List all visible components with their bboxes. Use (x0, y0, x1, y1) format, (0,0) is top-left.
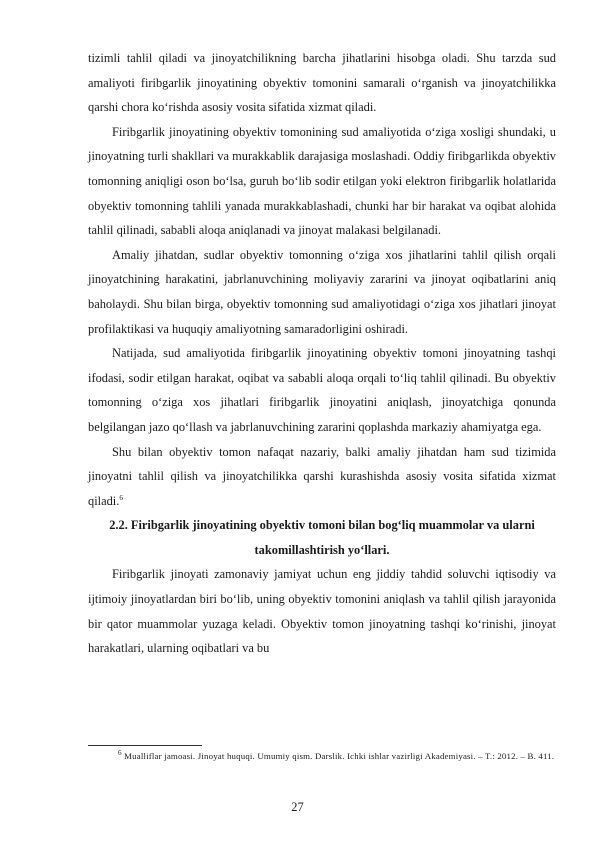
footnote (88, 750, 556, 763)
paragraph-3: Amaliy jihatdan, sudlar obyektiv tomonning o‘ziga xos jihatlarini tahlil qilish orqali jinoyatchining harakatini, jabrlanuvchining moliyaviy zararini va jinoyat oqibatlarini aniq baholaydi. Shu bilan birga, obyektiv tomonning sud amaliyotidagi o‘ziga xos jihatlari jinoyat profilaktikasi va huquqiy amaliyotning samaradorligini oshiradi. (88, 247, 556, 336)
footnote-number: 6 (118, 749, 122, 758)
paragraph-5-text: Shu bilan obyektiv tomon nafaqat nazariy, balki amaliy jihatdan ham sud tizimida jinoyatni tahlil qilish va jinoyatchilikka qarshi kurashishda asosiy vosita sifatida xizmat qiladi. (88, 444, 556, 508)
paragraph-4: Natijada, sud amaliyotida firibgarlik jinoyatining obyektiv tomoni jinoyatning tashqi ifodasi, sodir etilgan harakat, oqibat va sababli aloqa orqali to‘liq tahlil qilinadi. Bu obyektiv tomonning o‘ziga xos jihatlari firibgarlik jinoyatini aniqlash, jinoyatchiga qonunda belgilangan jazo qo‘llash va jabrlanuvchining zararini qoplashda markaziy ahamiyatga ega. (88, 346, 556, 434)
page-body (88, 46, 556, 661)
page-number: 27 (291, 800, 304, 814)
footnote-divider (88, 745, 202, 746)
section-heading: 2.2. Firibgarlik jinoyatining obyektiv tomoni bilan bog‘liq muammolar va ularni takomillashtirish yo‘llari. (109, 518, 535, 557)
footnote-marker[interactable]: 6 (119, 493, 123, 502)
paragraph-2: Firibgarlik jinoyatining obyektiv tomonining sud amaliyotida o‘ziga xosligi shundaki, u jinoyatning turli shakllari va murakkablik darajasiga moslashadi. Oddiy firibgarlikda obyektiv tomonning aniqligi oson bo‘lsa, guruh bo‘lib sodir etilgan yoki elektron firibgarlik holatlarida obyektiv tomonning tahlili yanada murakkablashadi, chunki har bir harakat va oqibat alohida tahlil qilinadi, sababli aloqa aniqlanadi va jinoyat malakasi belgilanadi. (88, 124, 556, 238)
paragraph-5 (88, 440, 556, 514)
paragraph-6: Firibgarlik jinoyati zamonaviy jamiyat uchun eng jiddiy tahdid soluvchi iqtisodiy va ijtimoiy jinoyatlardan biri bo‘lib, uning obyektiv tomonini aniqlash va tahlil qilish jarayonida bir qator muammolar yuzaga keladi. Obyektiv tomon jinoyatning tashqi ko‘rinishi, jinoyat harakatlari, ularning oqibatlari va bu (88, 567, 556, 656)
paragraph-1: tizimli tahlil qiladi va jinoyatchilikning barcha jihatlarini hisobga oladi. Shu tarzda sud amaliyoti firibgarlik jinoyatining obyektiv tomonini samarali o‘rganish va jinoyatchilikka qarshi chora ko‘rishda asosiy vosita sifatida xizmat qiladi. (88, 51, 556, 115)
footnote-text: Mualliflar jamoasi. Jinoyat huquqi. Umumiy qism. Darslik. Ichki ishlar vazirligi Akademiyasi. – T.: 2012. – B. 411. (124, 751, 555, 761)
